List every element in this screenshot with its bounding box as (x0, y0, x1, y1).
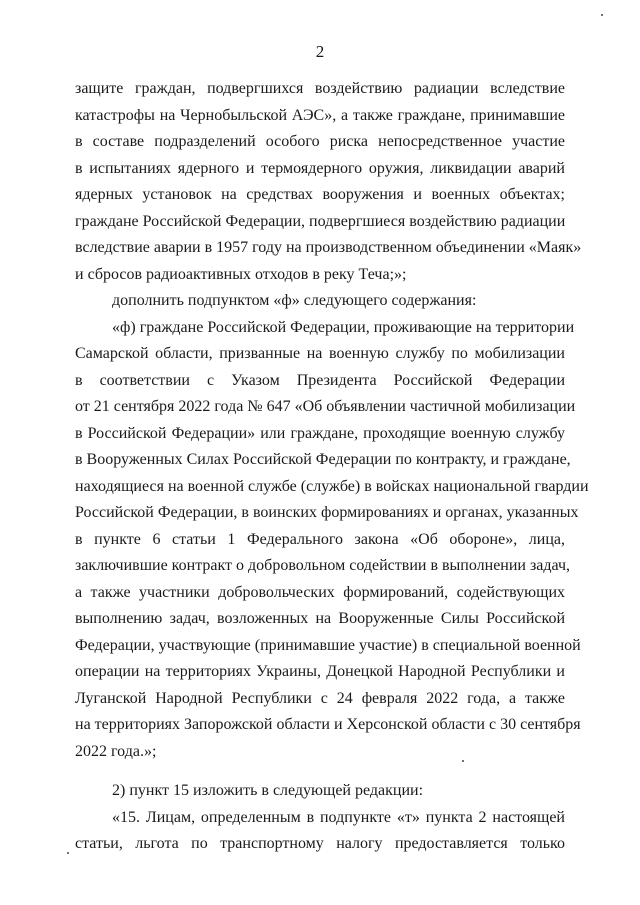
text-line: находящиеся на военной службе (службе) в войсках национальной гвардии (75, 477, 589, 495)
text-line: заключившие контракт о добровольном содействии в выполнении задач, (75, 557, 571, 574)
text-line: ядерных установок на средствах вооружения и военных объектах; (75, 186, 565, 203)
text-line: в пункте 6 статьи 1 Федерального закона «Об обороне», лица, (75, 530, 565, 548)
text-line: статьи, льгота по транспортному налогу предоставляется только (75, 835, 565, 852)
text-line: Российской Федерации, в воинских формированиях и органах, указанных (75, 504, 579, 521)
text-line: защите граждан, подвергшихся воздействию радиации вследствие (75, 80, 565, 97)
scan-speck (601, 14, 603, 16)
paragraph-continuation (75, 76, 582, 288)
text-line: 2) пункт 15 изложить в следующей редакции: (112, 782, 424, 799)
paragraph-spacer (75, 765, 565, 778)
text-line: в Вооруженных Силах Российской Федерации по контракту, и граждане, (75, 451, 571, 468)
text-line: Самарской области, призванные на военную службу по мобилизации (75, 345, 565, 362)
text-line: операции на территориях Украины, Донецкой Народной Республики и (75, 663, 565, 680)
text-line: на территориях Запорожской области и Херсонской области с 30 сентября (75, 716, 581, 733)
text-line: «15. Лицам, определенным в подпункте «т» пункта 2 настоящей (112, 808, 565, 826)
text-line: 2022 года.»; (75, 742, 157, 760)
text-line: дополнить подпунктом «ф» следующего содержания: (112, 292, 477, 309)
text-line: «ф) граждане Российской Федерации, проживающие на территории (112, 318, 575, 336)
paragraph-point-15 (75, 805, 565, 858)
scan-speck (462, 760, 464, 762)
paragraph-point-2 (75, 778, 565, 805)
text-line: в составе подразделений особого риска непосредственное участие (75, 133, 565, 150)
page-number: 2 (315, 42, 325, 61)
text-line: граждане Российской Федерации, подвергшиеся воздействию радиации (75, 212, 566, 230)
text-line: и сбросов радиоактивных отходов в реку Теча;»; (75, 265, 407, 283)
scan-speck (67, 852, 69, 854)
paragraph-amendment-intro (75, 288, 565, 315)
text-line: в Российской Федерации» или граждане, проходящие военную службу (75, 424, 565, 442)
text-line: вследствие аварии в 1957 году на производственном объединении «Маяк» (75, 239, 582, 256)
text-line: Федерации, участвующие (принимавшие участие) в специальной военной (75, 636, 581, 654)
text-line: Луганской Народной Республики с 24 февраля 2022 года, а также (75, 689, 565, 707)
text-line: а также участники добровольческих формирований, содействующих (75, 583, 565, 601)
text-line: выполнению задач, возложенных на Вооруженные Силы Российской (75, 610, 565, 627)
text-line: от 21 сентября 2022 года № 647 «Об объявлении частичной мобилизации (75, 398, 576, 415)
text-line: катастрофы на Чернобыльской АЭС», а также граждане, принимавшие (75, 106, 565, 124)
paragraph-subpoint-f (75, 315, 589, 766)
document-body (75, 76, 589, 858)
text-line: в соответствии с Указом Президента Российской Федерации (75, 371, 565, 389)
text-line: в испытаниях ядерного и термоядерного оружия, ликвидации аварий (75, 159, 565, 177)
